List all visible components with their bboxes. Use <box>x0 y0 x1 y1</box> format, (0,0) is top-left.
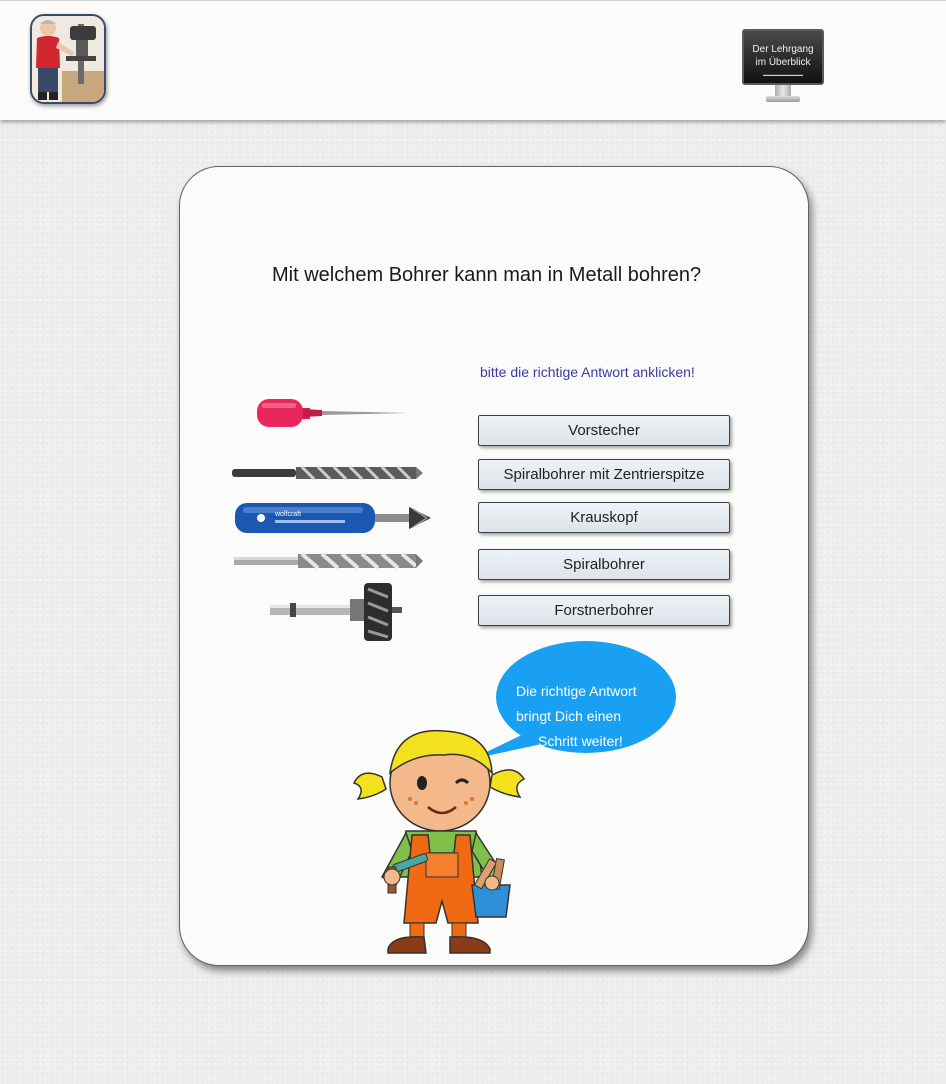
overview-line-2: im Überblick <box>755 57 811 68</box>
monitor-icon <box>742 29 824 85</box>
header-bar <box>0 0 946 120</box>
overview-monitor-button[interactable] <box>742 29 824 109</box>
forstner-bit-icon <box>270 581 410 643</box>
monitor-caption-line: ▬▬▬▬▬▬▬▬▬▬ <box>763 72 803 77</box>
twist-drill-icon <box>234 551 424 571</box>
answer-button-krauskopf[interactable]: Krauskopf <box>478 502 730 533</box>
answer-button-vorstecher[interactable]: Vorstecher <box>478 415 730 446</box>
quiz-card <box>179 166 809 966</box>
speech-line-2: bringt Dich einen <box>516 708 622 724</box>
brad-point-drill-icon <box>232 463 424 483</box>
monitor-base <box>766 96 800 102</box>
drill-press-worker-icon[interactable] <box>30 14 106 104</box>
girl-mascot-icon <box>352 727 532 963</box>
answer-button-forstnerbohrer[interactable]: Forstnerbohrer <box>478 595 730 626</box>
answer-button-spiralbohrer-zentrierspitze[interactable]: Spiralbohrer mit Zentrierspitze <box>478 459 730 490</box>
awl-icon <box>252 393 412 433</box>
instruction-text: bitte die richtige Antwort anklicken! <box>480 364 695 380</box>
speech-line-1: Die richtige Antwort <box>516 683 637 699</box>
speech-line-3: Schritt weiter! <box>538 733 623 749</box>
countersink-icon <box>235 499 439 537</box>
overview-line-1: Der Lehrgang <box>752 44 814 55</box>
question-text: Mit welchem Bohrer kann man in Metall bohren? <box>272 264 702 286</box>
svg-text:wolfcraft: wolfcraft <box>275 511 302 518</box>
answer-button-spiralbohrer[interactable]: Spiralbohrer <box>478 549 730 580</box>
